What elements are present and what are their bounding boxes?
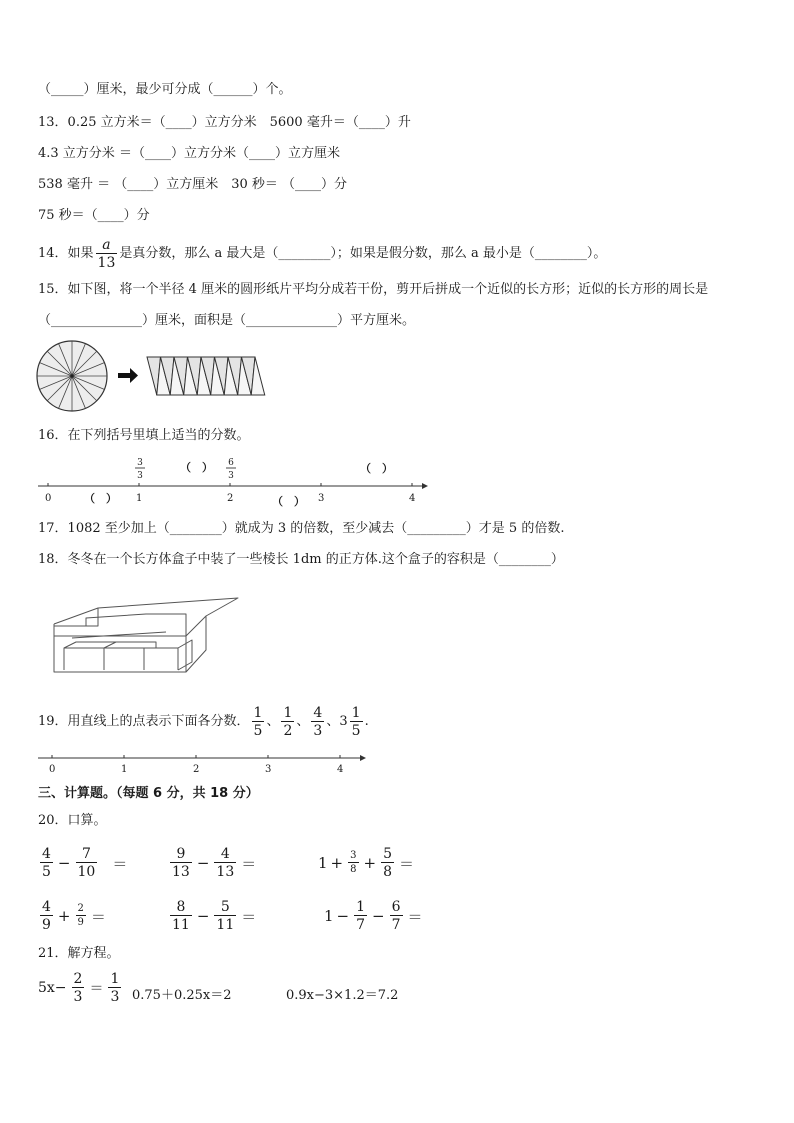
minus-sign: − <box>57 854 71 872</box>
fraction-denominator: 5 <box>42 864 51 880</box>
equation-text: 5x− <box>38 980 67 996</box>
q14-suffix: 是真分数，那么 a 最大是（________）；如果是假分数，那么 a 最小是（________）。 <box>119 246 607 261</box>
q21-equation-1 <box>38 972 123 1004</box>
approx-rectangle <box>147 357 265 395</box>
fraction <box>252 706 265 738</box>
q16-title: 16．在下列括号里填上适当的分数。 <box>38 428 250 443</box>
fraction-denominator: 2 <box>283 723 293 739</box>
fraction <box>170 900 192 932</box>
fraction-numerator: 5 <box>383 846 392 862</box>
fraction-numerator: 8 <box>176 899 186 915</box>
fraction-numerator: 4 <box>42 846 51 862</box>
arrow-icon <box>118 368 138 383</box>
fraction-denominator: 9 <box>77 917 84 928</box>
fraction-denominator: 3 <box>73 989 83 1005</box>
fraction-numerator: 4 <box>313 705 323 721</box>
fraction <box>76 847 98 879</box>
tick-label: 2 <box>193 764 200 775</box>
fraction-denominator: 3 <box>110 989 120 1005</box>
q17: 17．1082 至少加上（________）就成为 3 的倍数，至少减去（_________）才是 5 的倍数. <box>38 521 565 536</box>
number: 1 <box>324 907 334 925</box>
plus-sign: + <box>363 854 377 872</box>
q16-blank-top-1: （ ） <box>180 461 213 474</box>
plus-sign: + <box>330 854 344 872</box>
tick-label: 0 <box>49 764 56 775</box>
q21-equation-3: 0.9x−3×1.2＝7.2 <box>286 988 399 1003</box>
fraction-numerator: 9 <box>176 846 186 862</box>
q20-item-6 <box>324 900 423 932</box>
minus-sign: − <box>196 854 210 872</box>
axis-arrow-icon <box>360 755 366 761</box>
q20-title: 20．口算。 <box>38 813 107 828</box>
fraction-numerator: 2 <box>73 971 83 987</box>
fraction-numerator: 4 <box>220 846 230 862</box>
equals-sign: ＝ <box>399 854 415 873</box>
q15-line-1: 15．如下图，将一个半径 4 厘米的圆形纸片平均分成若干份，剪开后拼成一个近似的长方形；近似的长方形的周长是 <box>38 282 709 297</box>
minus-sign: − <box>196 907 210 925</box>
q13-line-3: 538 毫升 ＝ （____）立方厘米 30 秒＝ （____）分 <box>38 177 348 192</box>
fraction-numerator: 5 <box>220 899 230 915</box>
section-3-heading: 三、计算题。（每题 6 分，共 18 分） <box>38 786 259 801</box>
fraction-numerator: a <box>102 237 111 253</box>
fraction-numerator: 1 <box>283 705 293 721</box>
fraction-numerator: 1 <box>110 971 120 987</box>
q16-number-line <box>34 452 434 510</box>
equals-sign: ＝ <box>90 907 106 926</box>
number: 1 <box>318 854 328 872</box>
q16-blank-bottom-2: （ ） <box>272 495 305 508</box>
q20-item-5 <box>168 900 256 932</box>
fraction-numerator: 1 <box>356 899 366 915</box>
q14-fraction <box>96 238 118 270</box>
q21-title: 21．解方程。 <box>38 946 120 961</box>
fraction-denominator: 7 <box>391 917 401 933</box>
q16-blank-top-2: （ ） <box>360 462 393 475</box>
equals-sign: ＝ <box>112 854 128 873</box>
fraction-numerator: 1 <box>253 705 263 721</box>
q14-prefix: 14．如果 <box>38 246 94 261</box>
q16-blank-bottom-1: （ ） <box>84 492 117 505</box>
separator: 、 <box>296 714 310 729</box>
fraction <box>281 706 294 738</box>
q20-item-3 <box>318 847 414 879</box>
equals-sign: ＝ <box>241 854 257 873</box>
circle-to-rectangle-figure <box>34 338 274 418</box>
fraction <box>390 900 403 932</box>
q19-text: 19．用直线上的点表示下面各分数． <box>38 714 250 729</box>
tick-label: 2 <box>227 493 234 504</box>
q13-line-2: 4.3 立方分米 ＝（____）立方分米（____）立方厘米 <box>38 146 340 161</box>
q19-number-line <box>34 750 374 778</box>
separator: 、 <box>326 714 340 729</box>
fraction-denominator: 13 <box>216 864 235 880</box>
fraction-numerator: 6 <box>228 458 234 468</box>
fraction <box>350 706 363 738</box>
fraction-denominator: 5 <box>253 723 263 739</box>
separator: 、 <box>266 714 280 729</box>
tick-label: 0 <box>45 493 52 504</box>
period: . <box>364 714 369 729</box>
fraction <box>40 900 53 932</box>
tick-label: 3 <box>265 764 272 775</box>
q14 <box>38 238 606 270</box>
tick-label: 4 <box>409 493 416 504</box>
fraction-denominator: 3 <box>228 471 234 481</box>
tick-label: 3 <box>318 493 325 504</box>
fraction-numerator: 4 <box>42 899 51 915</box>
q21-equation-2: 0.75＋0.25x＝2 <box>132 988 232 1003</box>
q18: 18．冬冬在一个长方体盒子中装了一些棱长 1dm 的正方体.这个盒子的容积是（________） <box>38 552 564 567</box>
fraction-denominator: 7 <box>356 917 366 933</box>
fraction <box>348 851 358 875</box>
fraction-denominator: 11 <box>216 917 235 933</box>
fraction <box>40 847 53 879</box>
fraction-denominator: 10 <box>77 864 96 880</box>
fraction <box>214 847 236 879</box>
fraction <box>108 972 121 1004</box>
q13-line-4: 75 秒＝（____）分 <box>38 208 150 223</box>
fraction <box>354 900 367 932</box>
q15-line-2: （______________）厘米，面积是（______________）平方厘米。 <box>38 313 416 328</box>
fraction-denominator: 8 <box>383 864 392 880</box>
plus-sign: + <box>57 907 71 925</box>
fraction-denominator: 8 <box>350 864 357 875</box>
q12-continuation: （_____）厘米，最少可分成（______）个。 <box>38 82 292 97</box>
fraction <box>214 900 236 932</box>
fraction <box>170 847 192 879</box>
fraction <box>72 972 85 1004</box>
box-with-cubes-figure <box>46 586 246 678</box>
equals-sign: ＝ <box>89 981 104 997</box>
q13-line-1: 13．0.25 立方米＝（____）立方分米 5600 毫升＝（____）升 <box>38 115 411 130</box>
fraction-denominator: 9 <box>42 917 51 933</box>
q19 <box>38 706 369 738</box>
q20-item-2 <box>168 847 256 879</box>
fraction <box>311 706 324 738</box>
q20-item-4 <box>38 900 106 932</box>
fraction-denominator: 3 <box>313 723 323 739</box>
minus-sign: − <box>336 907 350 925</box>
equals-sign: ＝ <box>407 907 423 926</box>
fraction-numerator: 3 <box>350 850 357 861</box>
axis-arrow-icon <box>422 483 428 489</box>
fraction <box>76 904 86 928</box>
fraction-denominator: 5 <box>351 723 361 739</box>
q20-item-1 <box>38 847 127 879</box>
fraction-numerator: 1 <box>351 705 361 721</box>
fraction-denominator: 11 <box>172 917 190 933</box>
fraction-denominator: 13 <box>97 255 116 271</box>
fraction-numerator: 7 <box>81 846 91 862</box>
minus-sign: − <box>372 907 385 925</box>
tick-label: 1 <box>121 764 128 775</box>
mixed-number-whole: 3 <box>339 714 348 729</box>
tick-label: 1 <box>136 493 143 504</box>
fraction-numerator: 3 <box>137 458 143 468</box>
fraction-denominator: 3 <box>137 471 143 481</box>
equals-sign: ＝ <box>241 907 257 926</box>
sectored-circle <box>37 341 107 411</box>
tick-label: 4 <box>337 764 344 775</box>
fraction-denominator: 13 <box>172 864 190 880</box>
fraction <box>381 847 394 879</box>
fraction-numerator: 2 <box>77 903 84 914</box>
fraction-numerator: 6 <box>391 899 401 915</box>
